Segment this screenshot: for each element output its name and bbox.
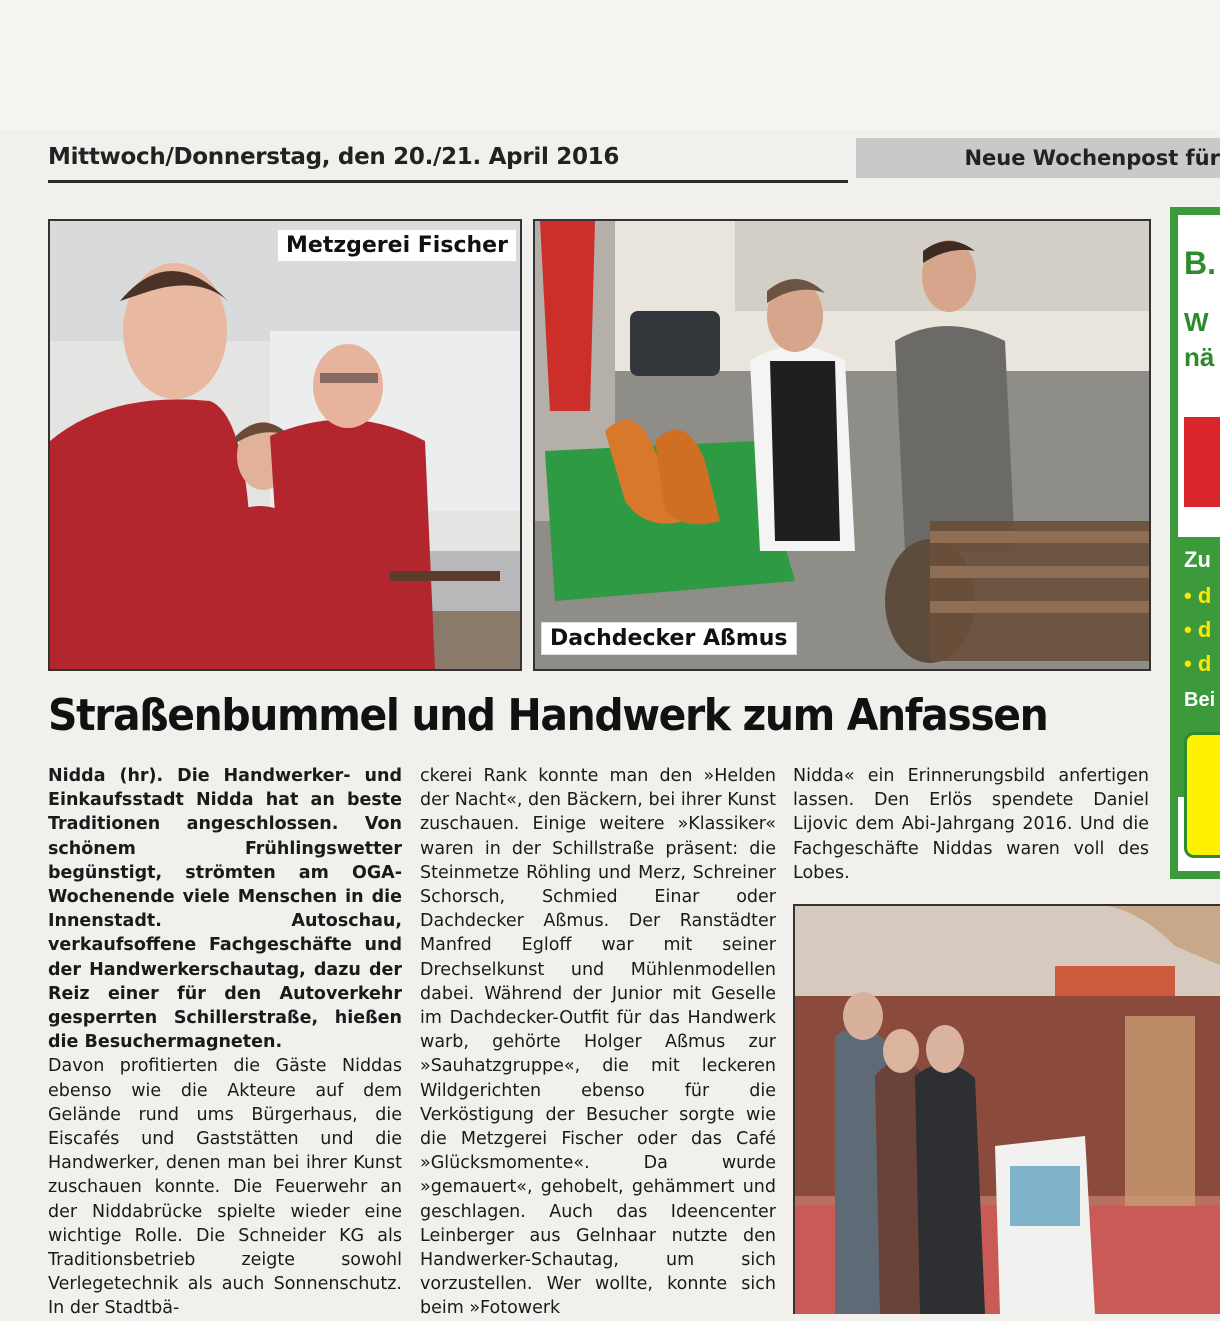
- ad-bullet: • d: [1184, 651, 1212, 676]
- article-body-1: Davon profitierten die Gäste Niddas ebenso wie die Akteure auf dem Gelände rund ums Bürgerhaus, die Eiscafés und Gaststätten und die Handwerker, denen man bei ihrer Kunst zuschauen konnte. Die Feuerwehr an der Niddabrücke spielte wieder eine wichtige Rolle. Die Schneider KG als Traditionsbetrieb zeigte sowohl Verlegetechnik als auch Sonnenschutz. In der Stadtbä-: [48, 1056, 402, 1319]
- article-column-3: [793, 764, 1149, 885]
- ad-zu-label: Zu: [1184, 547, 1211, 572]
- photo-metzgerei-image: [50, 221, 520, 669]
- photo-dachdecker: [533, 219, 1151, 671]
- page-top-margin: [0, 0, 1220, 130]
- article-column-1: [48, 764, 402, 1321]
- caption-dachdecker: Dachdecker Aßmus: [542, 623, 796, 654]
- photo-metzgerei: [48, 219, 522, 671]
- issue-date: Mittwoch/Donnerstag, den 20./21. April 2016: [48, 144, 620, 170]
- ad-yellow-box: [1184, 732, 1220, 858]
- photo-market-stand: [793, 904, 1220, 1314]
- photo-dachdecker-image: [535, 221, 1149, 669]
- caption-metzgerei: Metzgerei Fischer: [278, 230, 516, 261]
- advertisement-cropped: [1170, 207, 1220, 879]
- ad-bullet: • d: [1184, 583, 1212, 608]
- ad-red-box: [1184, 417, 1220, 507]
- ad-line-1: W: [1184, 307, 1209, 337]
- photo-market-image: [795, 906, 1220, 1314]
- ad-line-2: nä: [1184, 342, 1215, 372]
- article-body-2: ckerei Rank konnte man den »Helden der Nacht«, den Bäckern, bei ihrer Kunst zuschauen. Einige weitere »Klassiker« waren in der Schillstraße präsent: die Steinmetze Röhling und Merz, Schreiner Schorsch, Schmied Einar oder Dachdecker Aßmus. Der Ranstädter Manfred Egloff war mit seiner Drechselkunst und Mühlenmodellen dabei. Während der Junior mit Geselle im Dachdecker-Outfit für das Handwerk warb, gehörte Holger Aßmus zur »Sauhatzgruppe«, die mit leckeren Wildgerichten ebenso für die Verköstigung der Besucher sorgte wie die Metzgerei Fischer oder das Café »Glücksmomente«. Da wurde »gemauert«, gehobelt, gehämmert und geschlagen. Auch das Ideencenter Leinberger aus Gelnhaar nutzte den Handwerker-Schautag, um sich vorzustellen. Wer wollte, konnte sich beim »Fotowerk: [420, 766, 776, 1319]
- publication-bar: [856, 138, 1220, 178]
- ad-bullet: • d: [1184, 617, 1212, 642]
- publication-name: Neue Wochenpost für: [964, 146, 1220, 170]
- article-headline: Straßenbummel und Handwerk zum Anfassen: [48, 690, 1048, 741]
- article-lead: Nidda (hr). Die Handwerker- und Einkaufsstadt Nidda hat an beste Traditionen angeschlossen. Von schönem Frühlingswetter begünstigt, strömten am OGA-Wochenende viele Menschen in die Innenstadt. Autoschau, verkaufsoffene Fachgeschäfte und der Handwerkerschautag, dazu der Reiz einer für den Autoverkehr gesperrten Schillerstraße, hießen die Besuchermagneten.: [48, 766, 402, 1053]
- article-body-3: Nidda« ein Erinnerungsbild anfertigen lassen. Den Erlös spendete Daniel Lijovic dem Abi-Jahrgang 2016. Und die Fachgeschäfte Niddas waren voll des Lobes.: [793, 766, 1149, 883]
- header-rule: [48, 180, 848, 183]
- ad-bei-label: Bei: [1184, 689, 1216, 711]
- ad-title: B.: [1184, 245, 1216, 281]
- article-column-2: [420, 764, 776, 1321]
